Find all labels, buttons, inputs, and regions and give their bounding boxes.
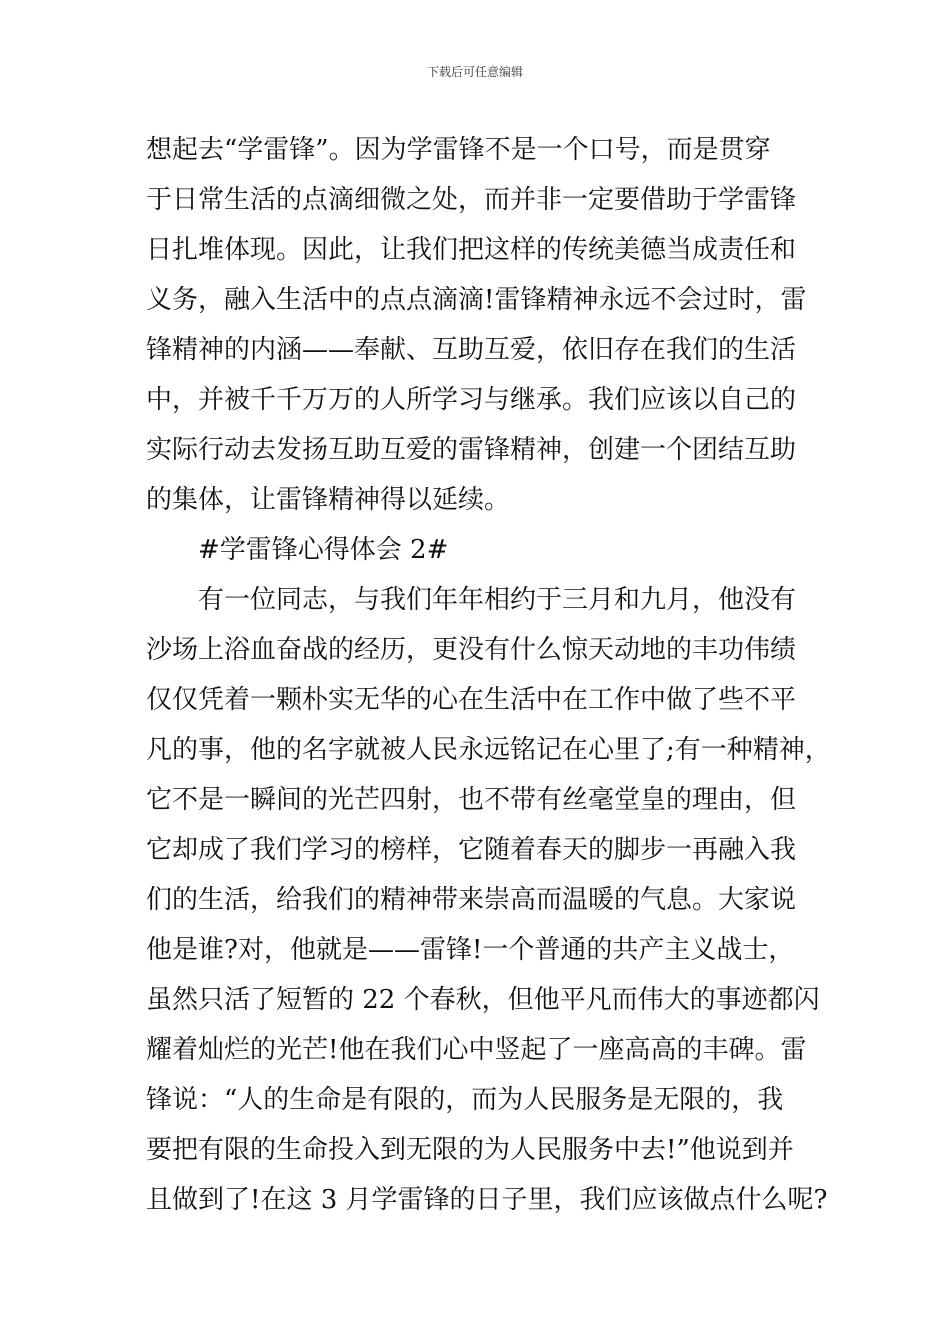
text-line: 锋精神的内涵——奉献、互助互爱，依旧存在我们的生活: [146, 335, 797, 365]
text-line: 的集体，让雷锋精神得以延续。: [146, 485, 511, 515]
text-line: 它却成了我们学习的榜样，它随着春天的脚步一再融入我: [146, 835, 797, 865]
text-line: 日扎堆体现。因此，让我们把这样的传统美德当成责任和: [146, 235, 797, 265]
text-line: 它不是一瞬间的光芒四射，也不带有丝毫堂皇的理由，但: [146, 785, 797, 815]
text-line: 实际行动去发扬互助互爱的雷锋精神，创建一个团结互助: [146, 435, 797, 465]
page-header: 下载后可任意编辑: [426, 65, 523, 79]
text-line: 要把有限的生命投入到无限的为人民服务中去!”他说到并: [146, 1135, 794, 1165]
text-line: 中，并被千千万万的人所学习与继承。我们应该以自己的: [146, 385, 797, 415]
text-line: 锋说：“人的生命是有限的，而为人民服务是无限的，我: [146, 1085, 784, 1115]
text-line: 义务，融入生活中的点点滴滴!雷锋精神永远不会过时，雷: [146, 285, 807, 315]
text-line: 耀着灿烂的光芒!他在我们心中竖起了一座高高的丰碑。雷: [146, 1035, 807, 1065]
text-line: 仅仅凭着一颗朴实无华的心在生活中在工作中做了些不平: [146, 685, 797, 715]
text-line: 沙场上浴血奋战的经历，更没有什么惊天动地的丰功伟绩: [146, 635, 797, 665]
text-line: 想起去“学雷锋”。因为学雷锋不是一个口号，而是贯穿: [146, 135, 771, 165]
text-line: 有一位同志，与我们年年相约于三月和九月，他没有: [198, 585, 797, 615]
text-line: 虽然只活了短暂的 22 个春秋，但他平凡而伟大的事迹都闪: [146, 985, 820, 1015]
text-line: 他是谁?对，他就是——雷锋!一个普通的共产主义战士，: [146, 935, 795, 965]
text-line: 凡的事，他的名字就被人民永远铭记在心里了;有一种精神，: [146, 735, 831, 765]
text-line: 于日常生活的点滴细微之处，而并非一定要借助于学雷锋: [146, 185, 797, 215]
section-heading: #学雷锋心得体会 2#: [198, 535, 449, 565]
text-line: 且做到了!在这 3 月学雷锋的日子里，我们应该做点什么呢?: [146, 1185, 828, 1215]
text-line: 们的生活，给我们的精神带来崇高而温暖的气息。大家说: [146, 885, 797, 915]
